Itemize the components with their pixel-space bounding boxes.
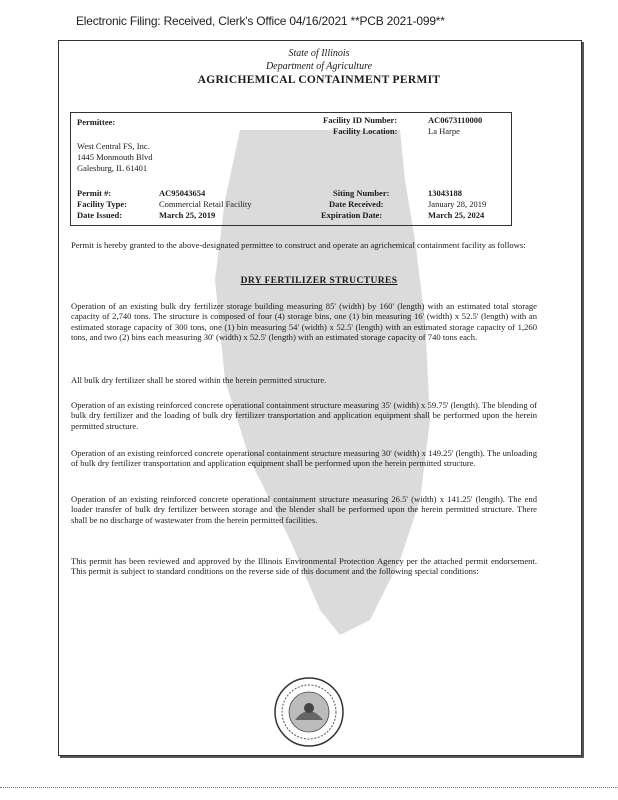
footer-rule (0, 787, 618, 792)
facility-type-value: Commercial Retail Facility (159, 199, 252, 209)
permit-number-label: Permit #: (77, 188, 112, 198)
facility-id-value: AC0673110000 (428, 115, 483, 125)
paragraph-6: This permit has been reviewed and approved by the Illinois Environmental Protection Agency per the attached permit endorsement. This permit is subject to standard conditions on the reverse side of this document and the following special conditions: (71, 556, 537, 577)
facility-type-label: Facility Type: (77, 199, 127, 209)
facility-location-label: Facility Location: (333, 126, 398, 136)
date-issued-value: March 25, 2019 (159, 210, 216, 220)
paragraph-2: All bulk dry fertilizer shall be stored within the herein permitted structure. (71, 375, 327, 385)
siting-number-label: Siting Number: (333, 188, 390, 198)
date-received-label: Date Received: (329, 199, 384, 209)
state-name: State of Illinois (288, 48, 350, 59)
permit-header (58, 48, 580, 86)
date-received-value: January 28, 2019 (428, 199, 487, 209)
permittee-street: 1445 Monmouth Blvd (77, 152, 153, 162)
permittee-name: West Central FS, Inc. (77, 141, 150, 151)
permit-info-box (70, 112, 512, 226)
expiration-date-label: Expiration Date: (321, 210, 383, 220)
paragraph-5: Operation of an existing reinforced concrete operational containment structure measuring 26.5' (width) x 141.25' (length). The end loader transfer of bulk dry fertilizer between storage and the blender shall be performed upon the herein permitted structure. There shall be no discharge of wastewater from the herein permitted facilities. (71, 494, 537, 525)
section-title: DRY FERTILIZER STRUCTURES (240, 276, 398, 286)
paragraph-3: Operation of an existing reinforced concrete operational containment structure measuring 35' (width) x 59.75' (length). The blending of bulk dry fertilizer and the loading of bulk dry fertilizer transportation and application equipment shall be performed upon the herein permitted structure. (71, 400, 537, 431)
filing-stamp: Electronic Filing: Received, Clerk's Office 04/16/2021 **PCB 2021-099** (76, 14, 445, 28)
permittee-label: Permittee: (77, 117, 116, 127)
paragraph-1: Operation of an existing bulk dry fertilizer storage building measuring 85' (width) by 160' (length) with an estimated total storage capacity of 2,740 tons. The structure is composed of four (4) storage bins, one (1) bin measuring 16' (width) x 52.5' (length) with an estimated storage capacity of 300 tons, one (1) bin measuring 54' (width) x 52.5' (length) with an estimated storage capacity of 1,260 tons, and two (2) bins each measuring 30' (width) x 52.5' (length) with an estimated storage capacity of 740 tons each. (71, 301, 537, 343)
permit-number-value: AC95043654 (159, 188, 206, 198)
department-name: Department of Agriculture (265, 61, 373, 72)
state-seal-icon (273, 676, 345, 748)
permit-title: AGRICHEMICAL CONTAINMENT PERMIT (197, 74, 441, 86)
facility-id-label: Facility ID Number: (323, 115, 398, 125)
siting-number-value: 13043188 (428, 188, 462, 198)
paragraph-4: Operation of an existing reinforced concrete operational containment structure measuring 30' (width) x 149.25' (length). The unloading of bulk dry fertilizer transportation and application equipment shall be performed upon the herein permitted structure. (71, 448, 537, 469)
date-issued-label: Date Issued: (77, 210, 123, 220)
intro-paragraph: Permit is hereby granted to the above-designated permittee to construct and operate an agrichemical containment facility as follows: (71, 240, 526, 250)
permittee-city: Galesburg, IL 61401 (77, 163, 148, 173)
expiration-date-value: March 25, 2024 (428, 210, 485, 220)
facility-location-value: La Harpe (428, 126, 460, 136)
